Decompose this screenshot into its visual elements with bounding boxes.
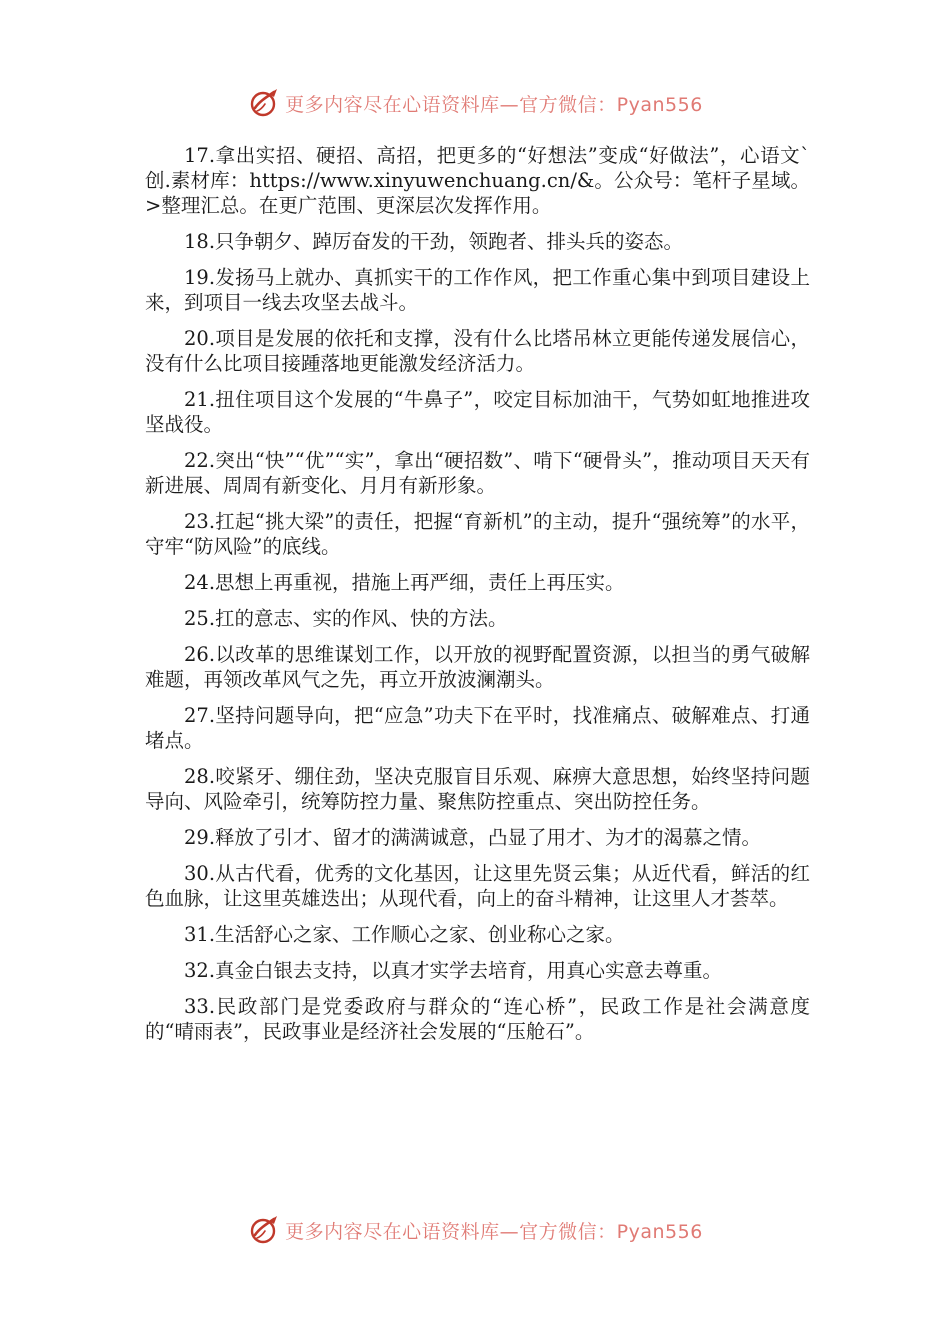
paragraph-21: 21.扭住项目这个发展的“牛鼻子”，咬定目标加油干，气势如虹地推进攻坚战役。 — [145, 388, 810, 436]
paragraph-22: 22.突出“快”“优”“实”，拿出“硬招数”、啃下“硬骨头”，推动项目天天有新进展、周周有新变化、月月有新形象。 — [145, 449, 810, 497]
paragraph-23: 23.扛起“挑大梁”的责任，把握“育新机”的主动，提升“强统筹”的水平，守牢“防风险”的底线。 — [145, 510, 810, 558]
paragraph-32: 32.真金白银去支持，以真才实学去培育，用真心实意去尊重。 — [184, 959, 723, 982]
paragraph-18: 18.只争朝夕、踔厉奋发的干劲，领跑者、排头兵的姿态。 — [184, 230, 684, 253]
pen-circle-icon — [247, 86, 281, 120]
paragraph-29: 29.释放了引才、留才的满满诚意，凸显了用才、为才的渴慕之情。 — [184, 826, 762, 849]
document-body — [145, 143, 810, 1055]
header-banner — [0, 81, 950, 125]
paragraph-33: 33.民政部门是党委政府与群众的“连心桥”，民政工作是社会满意度的“晴雨表”，民政事业是经济社会发展的“压舱石”。 — [145, 995, 810, 1043]
paragraph-28: 28.咬紧牙、绷住劲，坚决克服盲目乐观、麻痹大意思想，始终坚持问题导向、风险牵引，统筹防控力量、聚焦防控重点、突出防控任务。 — [145, 765, 810, 813]
pen-circle-icon — [247, 1213, 281, 1247]
paragraph-26: 26.以改革的思维谋划工作，以开放的视野配置资源，以担当的勇气破解难题，再领改革风气之先，再立开放波澜潮头。 — [145, 643, 810, 691]
paragraph-25: 25.扛的意志、实的作风、快的方法。 — [184, 607, 508, 630]
paragraph-17: 17.拿出实招、硬招、高招，把更多的“好想法”变成“好做法”，心语文`创.素材库：https://www.xinyuwenchuang.cn/&。公众号：笔杆子星域。>整理汇总。在更广范围、更深层次发挥作用。 — [145, 144, 810, 217]
footer-banner — [0, 1208, 950, 1252]
paragraph-31: 31.生活舒心之家、工作顺心之家、创业称心之家。 — [184, 923, 625, 946]
paragraph-19: 19.发扬马上就办、真抓实干的工作作风，把工作重心集中到项目建设上来，到项目一线去攻坚去战斗。 — [145, 266, 810, 314]
paragraph-20: 20.项目是发展的依托和支撑，没有什么比塔吊林立更能传递发展信心，没有什么比项目接踵落地更能激发经济活力。 — [145, 327, 810, 375]
footer-banner-text: 更多内容尽在心语资料库—官方微信：Pyan556 — [285, 1220, 703, 1243]
header-banner-text: 更多内容尽在心语资料库—官方微信：Pyan556 — [285, 93, 703, 116]
paragraph-27: 27.坚持问题导向，把“应急”功夫下在平时，找准痛点、破解难点、打通堵点。 — [145, 704, 810, 752]
paragraph-30: 30.从古代看，优秀的文化基因，让这里先贤云集；从近代看，鲜活的红色血脉，让这里英雄迭出；从现代看，向上的奋斗精神，让这里人才荟萃。 — [145, 862, 810, 910]
paragraph-24: 24.思想上再重视，措施上再严细，责任上再压实。 — [184, 571, 625, 594]
